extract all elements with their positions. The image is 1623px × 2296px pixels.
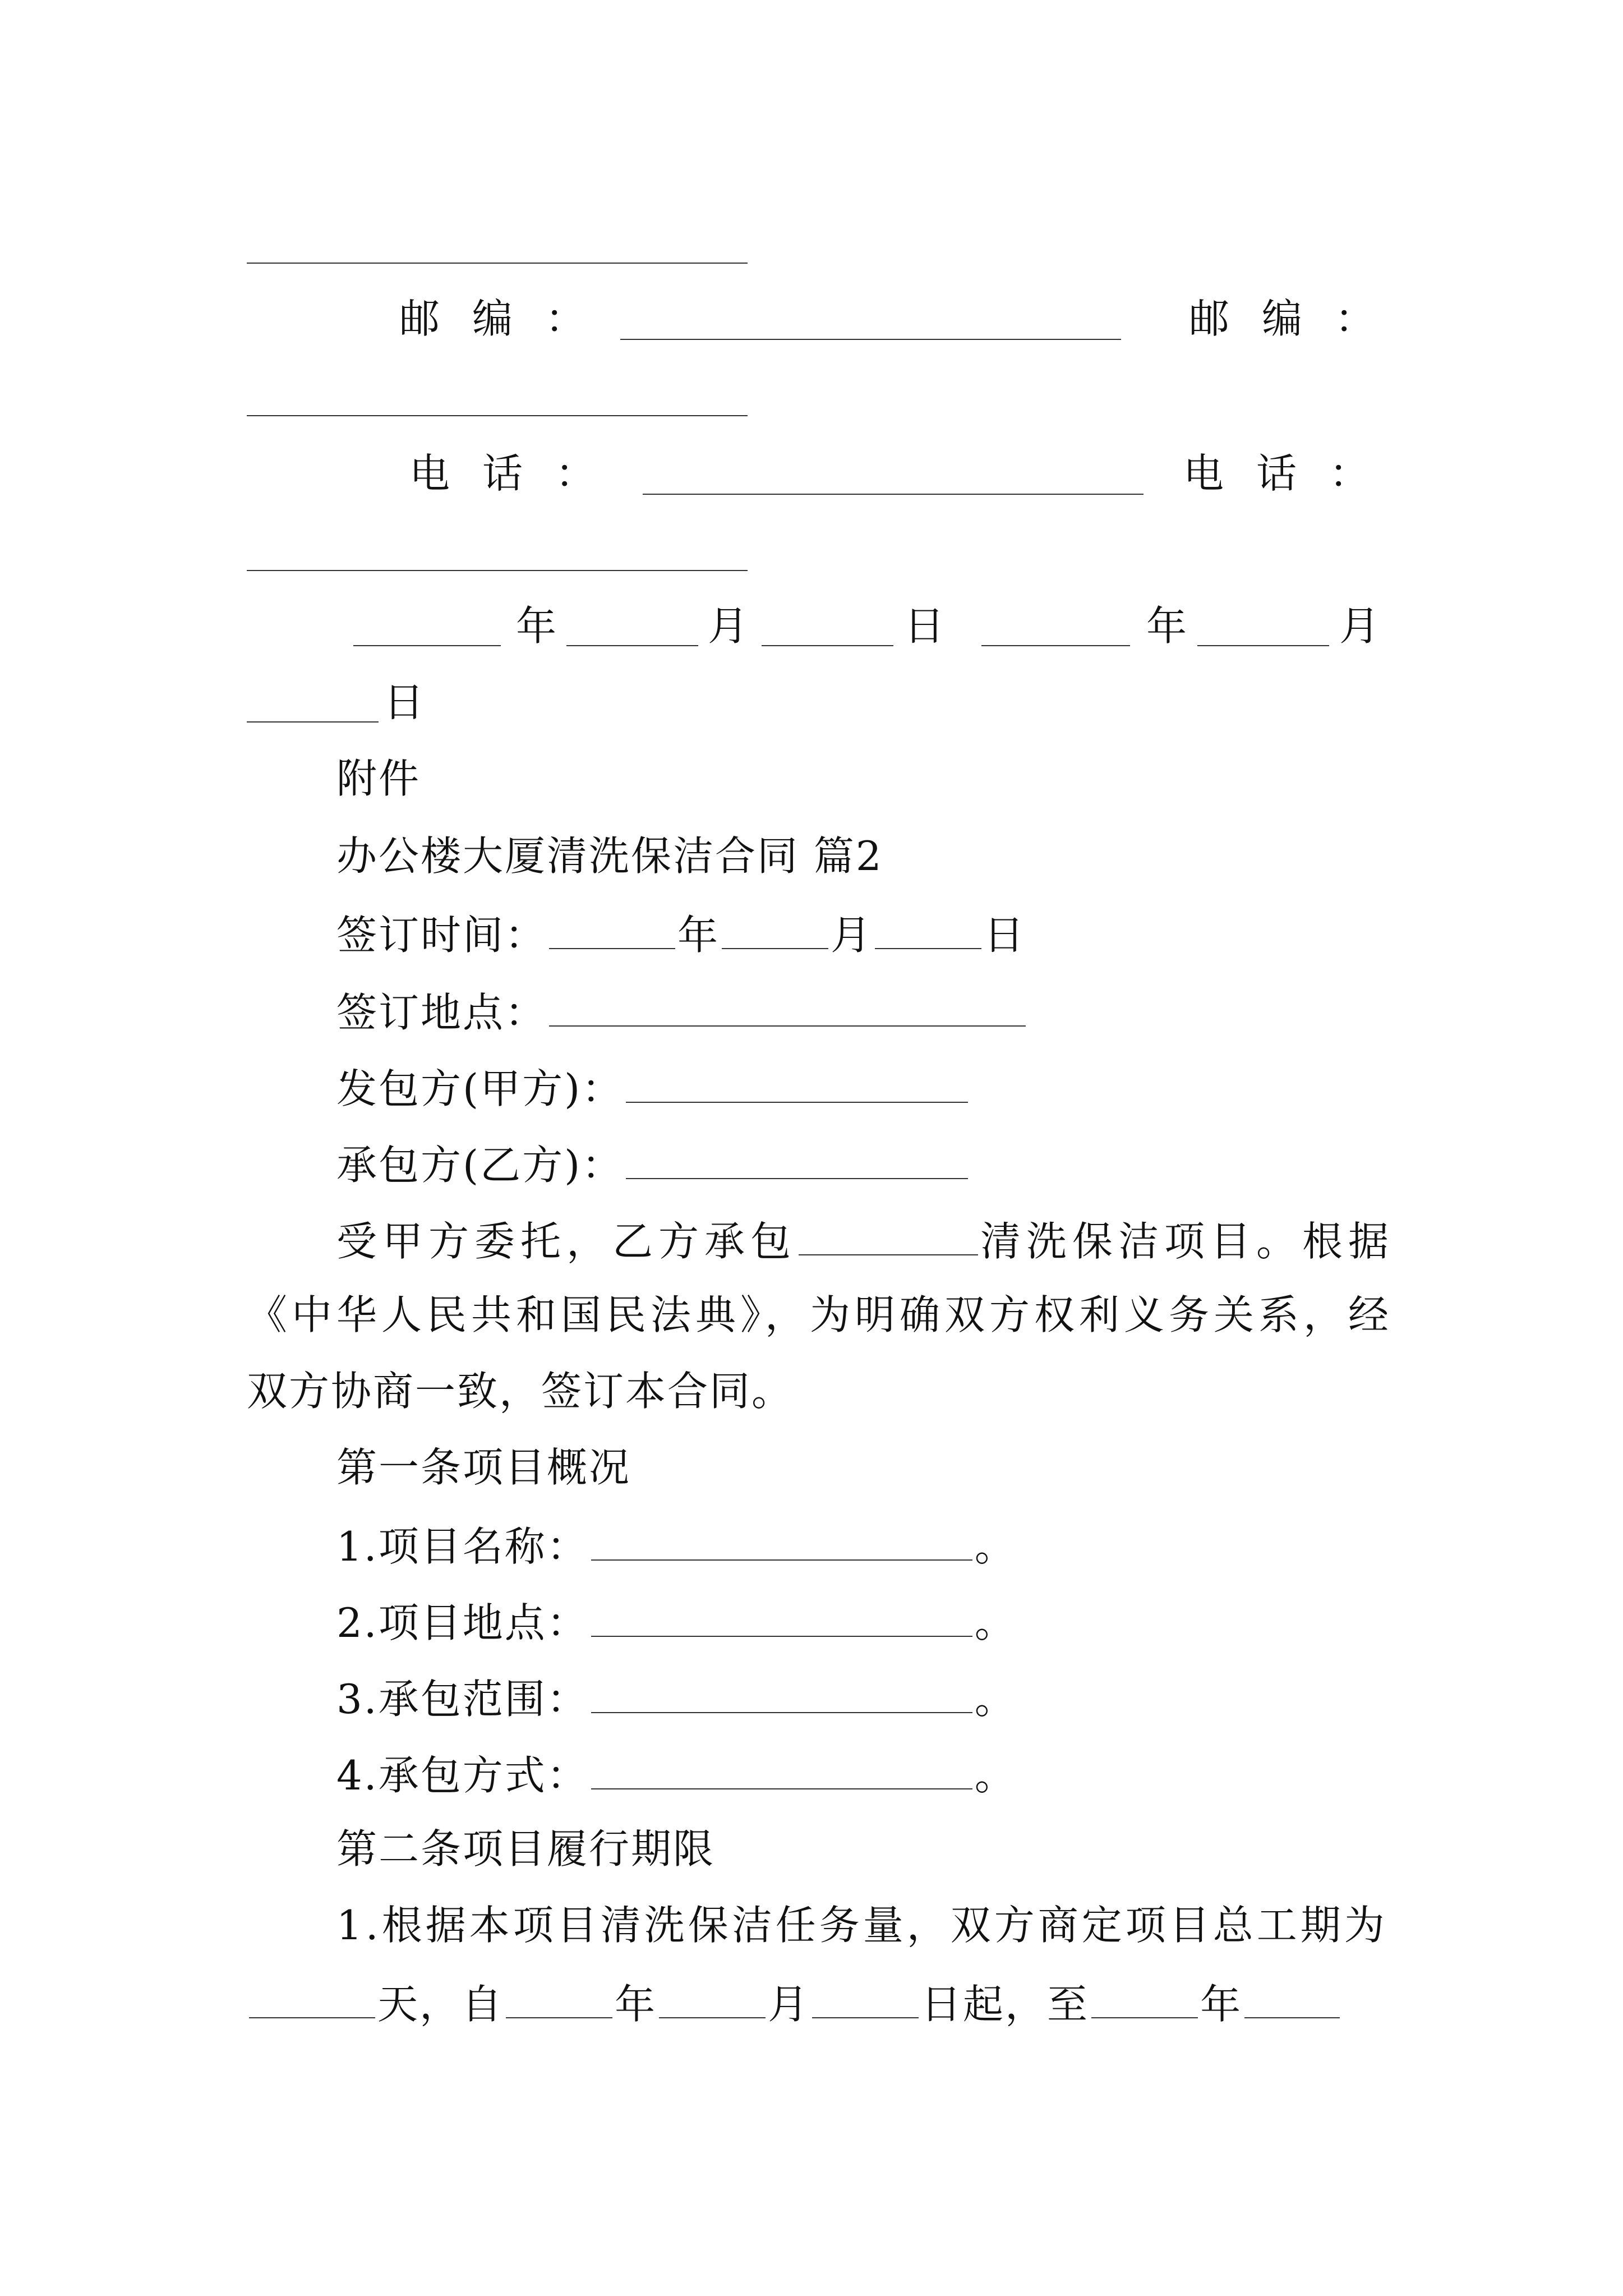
date-year-blank-right[interactable] [981, 645, 1130, 646]
project-name-blank[interactable] [799, 1218, 978, 1255]
phone-label-right: 电话： [1183, 450, 1403, 497]
signing-time-line [336, 912, 1026, 959]
article-1-title: 第一条项目概况 [336, 1444, 631, 1491]
item-blank[interactable] [591, 1676, 972, 1713]
date-month-right: 月 [1339, 602, 1382, 650]
date-day-blank-left[interactable] [762, 645, 893, 646]
start-day-text: 日起，至 [921, 1981, 1090, 2028]
article-1-item [336, 1523, 1017, 1570]
start-day-blank[interactable] [812, 1981, 919, 2018]
article-2-clause-1-line-2 [247, 1981, 1342, 2028]
date-month-blank-right[interactable] [1197, 645, 1329, 646]
date-day-blank-right[interactable] [247, 721, 379, 723]
article-2-clause-1-line-1: 1.根据本项目清洗保洁任务量，双方商定项目总工期为 [336, 1902, 1388, 1949]
signing-day-blank[interactable] [875, 912, 981, 949]
total-days-blank[interactable] [249, 1981, 375, 2018]
date-year-right: 年 [1146, 602, 1189, 650]
article-2-title: 第二条项目履行期限 [336, 1825, 716, 1872]
signing-year-blank[interactable] [549, 912, 675, 949]
signing-place-blank[interactable] [549, 990, 1026, 1027]
party-a-line [336, 1065, 970, 1112]
end-year: 年 [1200, 1981, 1243, 2028]
article-1-item [336, 1676, 1017, 1723]
signature-blank-line [247, 263, 748, 264]
item-label: 2.项目地点： [336, 1599, 589, 1646]
contract-title: 办公楼大厦清洗保洁合同 篇2 [336, 832, 883, 880]
signing-year: 年 [677, 912, 720, 959]
start-month-blank[interactable] [659, 1981, 766, 2018]
signing-day: 日 [984, 912, 1026, 959]
party-b-blank[interactable] [626, 1142, 968, 1179]
article-1-item [336, 1599, 1017, 1646]
item-end: 。 [974, 1752, 1017, 1799]
preamble-part-2: 清洗保洁项目。根据 [980, 1218, 1395, 1265]
item-label: 3.承包范围： [336, 1676, 589, 1723]
phone-blank-right[interactable] [247, 570, 748, 571]
date-day-left: 日 [904, 602, 947, 650]
attachment-heading: 附件 [336, 755, 421, 802]
item-end: 。 [974, 1523, 1017, 1570]
postcode-blank-right[interactable] [247, 415, 748, 416]
signing-time-label: 签订时间： [336, 912, 547, 959]
article-1-item [336, 1752, 1017, 1799]
date-year-blank-left[interactable] [353, 645, 501, 646]
item-end: 。 [974, 1676, 1017, 1723]
item-label: 1.项目名称： [336, 1523, 589, 1570]
item-blank[interactable] [591, 1600, 972, 1637]
signing-place-label: 签订地点： [336, 989, 547, 1036]
date-month-blank-left[interactable] [566, 645, 698, 646]
item-blank[interactable] [591, 1524, 972, 1561]
postcode-label-right: 邮编： [1189, 295, 1408, 342]
phone-label-left: 电话： [409, 450, 629, 497]
signing-month: 月 [831, 912, 873, 959]
preamble-line-1 [336, 1218, 1395, 1265]
end-month-blank[interactable] [1244, 1981, 1340, 2018]
item-end: 。 [974, 1599, 1017, 1646]
party-b-line [336, 1142, 970, 1189]
date-day-right: 日 [384, 679, 426, 726]
signing-place-line [336, 989, 1028, 1036]
postcode-blank-left[interactable] [620, 339, 1121, 340]
start-year-blank[interactable] [506, 1981, 612, 2018]
preamble-line-3: 双方协商一致，签订本合同。 [247, 1368, 794, 1415]
party-a-blank[interactable] [626, 1066, 968, 1103]
end-year-blank[interactable] [1091, 1981, 1198, 2018]
item-label: 4.承包方式： [336, 1752, 589, 1799]
date-month-left: 月 [708, 602, 750, 650]
party-a-label: 发包方(甲方)： [336, 1065, 624, 1112]
signing-month-blank[interactable] [722, 912, 828, 949]
party-b-label: 承包方(乙方)： [336, 1142, 624, 1189]
phone-blank-left[interactable] [643, 494, 1144, 495]
start-month: 月 [768, 1981, 810, 2028]
preamble-part-1: 受甲方委托，乙方承包 [336, 1218, 797, 1265]
preamble-line-2: 《中华人民共和国民法典》，为明确双方权利义务关系，经 [247, 1291, 1394, 1338]
postcode-label-left: 邮编： [399, 295, 619, 342]
days-text: 天，自 [377, 1981, 504, 2028]
date-year-left: 年 [516, 602, 559, 650]
start-year: 年 [615, 1981, 657, 2028]
item-blank[interactable] [591, 1752, 972, 1789]
